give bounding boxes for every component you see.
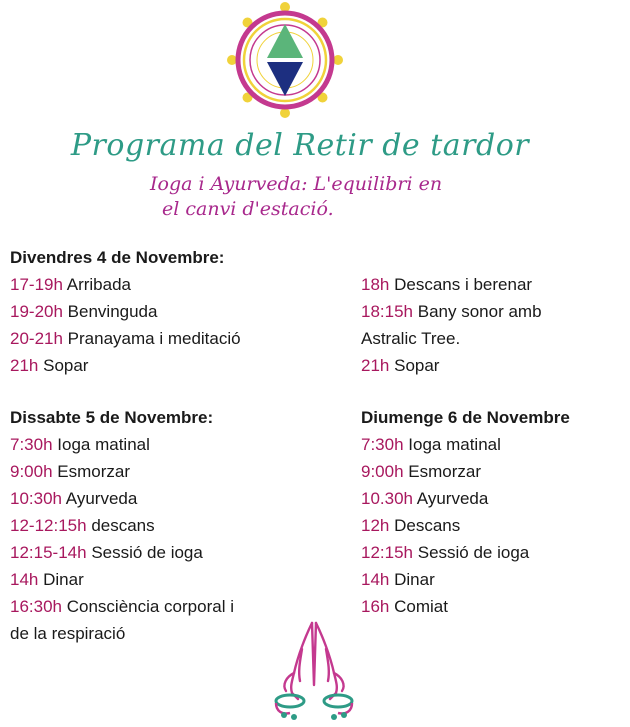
schedule-time: 16h xyxy=(361,597,390,616)
schedule-activity: Esmorzar xyxy=(408,462,482,481)
schedule-activity: Comiat xyxy=(394,597,448,616)
schedule-item xyxy=(361,458,630,485)
schedule-time: 12:15h xyxy=(361,543,413,562)
subtitle-line-1: Ioga i Ayurveda: L'equilibri en xyxy=(150,173,443,195)
schedule-activity: Sessió de ioga xyxy=(417,543,530,562)
schedule-activity: Esmorzar xyxy=(57,462,131,481)
schedule-activity: Dinar xyxy=(394,570,435,589)
schedule-activity: Ayurveda xyxy=(416,489,489,508)
schedule-time: 14h xyxy=(10,570,39,589)
schedule-item xyxy=(361,298,630,325)
schedule-item xyxy=(361,593,630,620)
schedule-time: 21h xyxy=(361,356,390,375)
friday-schedule xyxy=(10,244,310,379)
page-title: Programa del Retir de tardor xyxy=(70,128,530,163)
schedule-item xyxy=(10,458,310,485)
schedule-time: 18:15h xyxy=(361,302,413,321)
schedule-time: 14h xyxy=(361,570,390,589)
schedule-item xyxy=(361,352,630,379)
schedule-activity: Sopar xyxy=(43,356,89,375)
schedule-activity: Bany sonor amb xyxy=(417,302,542,321)
schedule-time: 18h xyxy=(361,275,390,294)
schedule-activity: Arribada xyxy=(66,275,131,294)
schedule-item xyxy=(361,431,630,458)
page-subtitle xyxy=(150,172,530,222)
schedule-item xyxy=(10,271,310,298)
sunday-heading: Diumenge 6 de Novembre xyxy=(361,408,570,427)
schedule-time: 7:30h xyxy=(361,435,404,454)
saturday-schedule xyxy=(10,404,310,647)
schedule-activity: Astralic Tree. xyxy=(361,329,461,348)
schedule-item xyxy=(361,271,630,298)
subtitle-line-2: el canvi d'estació. xyxy=(162,198,334,220)
schedule-activity: Descans xyxy=(394,516,461,535)
schedule-time: 10:30h xyxy=(10,489,62,508)
schedule-activity: de la respiració xyxy=(10,624,126,643)
schedule-time: 12h xyxy=(361,516,390,535)
schedule-item xyxy=(361,485,630,512)
schedule-item xyxy=(10,620,310,647)
schedule-activity: Benvinguda xyxy=(67,302,158,321)
schedule-item xyxy=(10,566,310,593)
schedule-item xyxy=(10,298,310,325)
schedule-item xyxy=(361,325,630,352)
schedule-time: 20-21h xyxy=(10,329,63,348)
schedule-item xyxy=(361,512,630,539)
schedule-time: 10.30h xyxy=(361,489,413,508)
schedule-item xyxy=(10,325,310,352)
schedule-activity: Consciència corporal i xyxy=(66,597,234,616)
schedule-item xyxy=(10,593,310,620)
schedule-time: 19-20h xyxy=(10,302,63,321)
schedule-activity: Sessió de ioga xyxy=(91,543,203,562)
schedule-activity: Pranayama i meditació xyxy=(67,329,241,348)
schedule-item xyxy=(361,566,630,593)
saturday-heading: Dissabte 5 de Novembre: xyxy=(10,408,214,427)
schedule-time: 12:15-14h xyxy=(10,543,87,562)
schedule-item xyxy=(10,512,310,539)
schedule-activity: Descans i berenar xyxy=(394,275,533,294)
praying-hands-icon xyxy=(268,615,360,727)
schedule-activity: Ayurveda xyxy=(65,489,138,508)
friday-schedule-continued xyxy=(361,271,630,379)
schedule-item xyxy=(10,539,310,566)
friday-heading: Divendres 4 de Novembre: xyxy=(10,248,225,267)
mandala-diamond-icon xyxy=(225,0,345,120)
schedule-item xyxy=(10,485,310,512)
schedule-activity: Sopar xyxy=(394,356,440,375)
schedule-time: 9:00h xyxy=(361,462,404,481)
schedule-time: 17-19h xyxy=(10,275,63,294)
schedule-item xyxy=(10,352,310,379)
sunday-schedule xyxy=(361,404,630,620)
schedule-time: 9:00h xyxy=(10,462,53,481)
schedule-activity: Ioga matinal xyxy=(408,435,501,454)
schedule-activity: Dinar xyxy=(43,570,84,589)
schedule-item xyxy=(10,431,310,458)
schedule-time: 21h xyxy=(10,356,39,375)
schedule-item xyxy=(361,539,630,566)
schedule-time: 12-12:15h xyxy=(10,516,87,535)
schedule-activity: descans xyxy=(91,516,155,535)
schedule-time: 16:30h xyxy=(10,597,62,616)
schedule-activity: Ioga matinal xyxy=(57,435,150,454)
schedule-time: 7:30h xyxy=(10,435,53,454)
